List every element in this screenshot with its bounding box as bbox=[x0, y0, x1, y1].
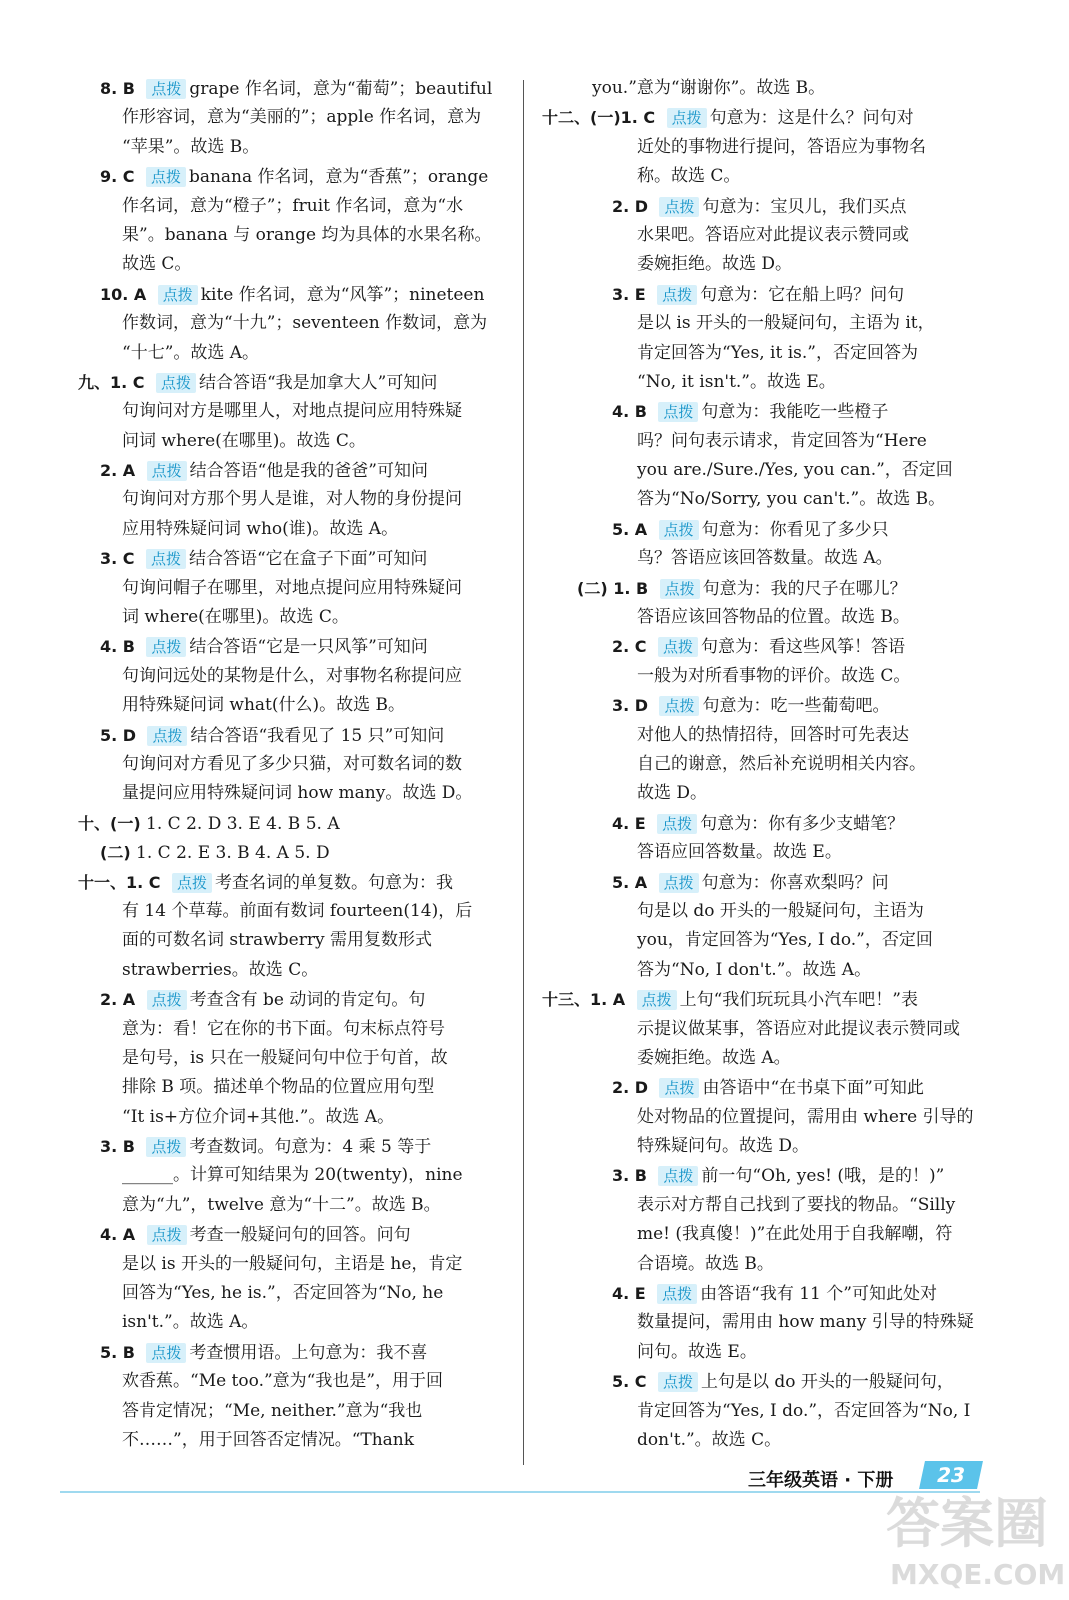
text-line bbox=[542, 544, 987, 573]
hint-tag: 点拨 bbox=[659, 1078, 699, 1098]
text-line bbox=[542, 368, 987, 397]
line-text: 有 14 个草莓。前面有数词 fourteen(14)，后 bbox=[122, 900, 473, 921]
text-line bbox=[542, 74, 987, 103]
line-text: 句询问对方是哪里人，对地点提问应用特殊疑 bbox=[122, 401, 462, 422]
item-number: (二) bbox=[100, 843, 131, 863]
text-line bbox=[542, 1191, 987, 1220]
text-line bbox=[78, 339, 508, 368]
text-line bbox=[542, 427, 987, 456]
line-text: you，肯定回答为“Yes, I do.”，否定回 bbox=[637, 930, 933, 951]
text-line bbox=[542, 162, 987, 191]
line-text: 特殊疑问句。故选 D。 bbox=[637, 1136, 810, 1157]
text-line bbox=[542, 221, 987, 250]
line-text: “It is+方位介词+其他.”。故选 A。 bbox=[122, 1106, 395, 1127]
text-line bbox=[78, 1073, 508, 1102]
text-line bbox=[542, 1161, 987, 1190]
item-number: 3. B bbox=[100, 1137, 135, 1157]
line-text: “苹果”。故选 B。 bbox=[122, 136, 260, 157]
line-text: 结合答语“我是加拿大人”可知问 bbox=[198, 372, 438, 393]
line-text: 一般为对所看事物的评价。故选 C。 bbox=[637, 665, 911, 686]
item-number: 3. D bbox=[612, 696, 649, 716]
hint-tag: 点拨 bbox=[660, 579, 700, 599]
text-line bbox=[542, 926, 987, 955]
hint-tag: 点拨 bbox=[667, 108, 707, 128]
text-line bbox=[542, 574, 987, 603]
line-text: 欢香蕉。“Me too.”意为“我也是”，用于回 bbox=[122, 1371, 444, 1392]
text-line bbox=[542, 250, 987, 279]
line-text: kite 作名词，意为“风筝”；nineteen bbox=[200, 284, 485, 305]
line-text: 委婉拒绝。故选 D。 bbox=[637, 254, 793, 275]
text-line bbox=[542, 1132, 987, 1161]
line-text: 故选 D。 bbox=[637, 783, 708, 804]
text-line bbox=[542, 1338, 987, 1367]
text-line bbox=[78, 868, 508, 897]
text-line bbox=[78, 691, 508, 720]
hint-tag: 点拨 bbox=[657, 285, 697, 305]
text-line bbox=[542, 779, 987, 808]
item-number: 4. B bbox=[100, 637, 135, 657]
text-line bbox=[542, 280, 987, 309]
line-text: 1. C 2. D 3. E 4. B 5. A bbox=[146, 813, 340, 834]
item-number: 10. A bbox=[100, 284, 147, 304]
right-column bbox=[542, 74, 987, 1455]
text-line bbox=[542, 397, 987, 426]
item-number: 十一、1. C bbox=[78, 872, 161, 892]
item-number: 九、1. C bbox=[78, 372, 145, 392]
line-text: 由答语“我有 11 个”可知此处对 bbox=[700, 1284, 937, 1305]
text-line bbox=[542, 192, 987, 221]
line-text: 水果吧。答语应对此提议表示赞同或 bbox=[637, 224, 909, 245]
item-number: 5. C bbox=[612, 1372, 647, 1392]
line-text: 答为“No, I don't.”。故选 A。 bbox=[637, 959, 872, 980]
line-text: 上句“我们玩玩具小汽车吧！”表 bbox=[679, 990, 918, 1011]
text-line bbox=[78, 1308, 508, 1337]
line-text: 考查惯用语。上句意为：我不喜 bbox=[189, 1342, 428, 1363]
text-line bbox=[78, 1397, 508, 1426]
item-number: 5. D bbox=[100, 725, 137, 745]
line-text: 称。故选 C。 bbox=[637, 166, 741, 187]
text-line bbox=[542, 339, 987, 368]
line-text: 结合答语“我看见了 15 只”可知问 bbox=[190, 725, 445, 746]
line-text: 答为“No/Sorry, you can't.”。故选 B。 bbox=[637, 489, 946, 510]
hint-tag: 点拨 bbox=[658, 1166, 698, 1186]
text-line bbox=[542, 103, 987, 132]
line-text: 用特殊疑问词 what(什么)。故选 B。 bbox=[122, 695, 406, 716]
text-line bbox=[78, 250, 508, 279]
line-text: 句意为：看这些风筝！答语 bbox=[700, 637, 905, 658]
item-number: 8. B bbox=[100, 79, 135, 98]
line-text: 近处的事物进行提问，答语应为事物名 bbox=[637, 136, 926, 157]
hint-tag: 点拨 bbox=[657, 1284, 697, 1304]
item-number: 十二、(一)1. C bbox=[542, 108, 656, 128]
item-number: 4. E bbox=[612, 1284, 646, 1304]
line-text: 自己的谢意，然后补充说明相关内容。 bbox=[637, 753, 926, 774]
text-line bbox=[542, 515, 987, 544]
item-number: (二) 1. B bbox=[577, 578, 649, 598]
hint-tag: 点拨 bbox=[658, 402, 698, 422]
text-line bbox=[78, 956, 508, 985]
item-number: 4. E bbox=[612, 813, 646, 833]
line-text: 答肯定情况；“Me, neither.”意为“我也 bbox=[122, 1400, 423, 1421]
line-text: 应用特殊疑问词 who(谁)。故选 A。 bbox=[122, 518, 399, 539]
line-text: 考查数词。句意为：4 乘 5 等于 bbox=[189, 1137, 432, 1158]
line-text: 作名词，意为“橙子”；fruit 作名词，意为“水 bbox=[122, 195, 464, 216]
hint-tag: 点拨 bbox=[146, 549, 186, 569]
watermark-text-en: MXQE.COM bbox=[890, 1558, 1066, 1591]
line-text: strawberries。故选 C。 bbox=[122, 959, 319, 980]
text-line bbox=[542, 721, 987, 750]
text-line bbox=[78, 1191, 508, 1220]
line-text: 结合答语“它在盒子下面”可知问 bbox=[188, 549, 428, 570]
text-line bbox=[78, 221, 508, 250]
item-number: 4. A bbox=[100, 1225, 136, 1245]
line-text: 句询问帽子在哪里，对地点提问应用特殊疑问 bbox=[122, 577, 462, 598]
text-line bbox=[542, 1397, 987, 1426]
item-number: 3. B bbox=[612, 1166, 647, 1186]
text-line bbox=[542, 309, 987, 338]
line-text: 问句。故选 E。 bbox=[637, 1341, 757, 1362]
line-text: 上句是以 do 开头的一般疑问句， bbox=[700, 1372, 954, 1393]
text-line bbox=[78, 838, 508, 867]
line-text: 数量提问，需用由 how many 引导的特殊疑 bbox=[637, 1312, 974, 1333]
line-text: 句意为：你有多少支蜡笔？ bbox=[700, 813, 905, 834]
line-text: 考查含有 be 动词的肯定句。句 bbox=[189, 990, 426, 1011]
hint-tag: 点拨 bbox=[657, 814, 697, 834]
item-number: 十三、1. A bbox=[542, 990, 626, 1010]
line-text: 由答语中“在书桌下面”可知此 bbox=[702, 1078, 924, 1099]
text-line bbox=[78, 74, 508, 103]
item-number: 十、(一) bbox=[78, 813, 141, 833]
text-line bbox=[542, 956, 987, 985]
text-line bbox=[78, 1132, 508, 1161]
hint-tag: 点拨 bbox=[147, 1225, 187, 1245]
text-line bbox=[78, 1426, 508, 1455]
text-line bbox=[78, 750, 508, 779]
text-line bbox=[542, 485, 987, 514]
line-text: 答语应该回答物品的位置。故选 B。 bbox=[637, 607, 910, 628]
text-line bbox=[78, 515, 508, 544]
hint-tag: 点拨 bbox=[147, 461, 187, 481]
text-line bbox=[78, 485, 508, 514]
line-text: 考查名词的单复数。句意为：我 bbox=[214, 872, 453, 893]
watermark-text-cn: 答案圈 bbox=[886, 1492, 1048, 1555]
text-line bbox=[542, 838, 987, 867]
text-line bbox=[78, 721, 508, 750]
text-line bbox=[542, 1279, 987, 1308]
line-text: banana 作名词，意为“香蕉”；orange bbox=[188, 167, 489, 188]
text-line bbox=[78, 1367, 508, 1396]
line-text: 意为“九”，twelve 意为“十二”。故选 B。 bbox=[122, 1194, 441, 1215]
item-number: 5. B bbox=[100, 1342, 135, 1362]
text-line bbox=[78, 309, 508, 338]
line-text: 1. C 2. E 3. B 4. A 5. D bbox=[136, 843, 330, 864]
text-line bbox=[542, 1367, 987, 1396]
text-line bbox=[78, 985, 508, 1014]
line-text: 委婉拒绝。故选 A。 bbox=[637, 1047, 791, 1068]
text-line bbox=[78, 1103, 508, 1132]
text-line bbox=[78, 456, 508, 485]
line-text: 句意为：你喜欢梨吗？问 bbox=[701, 872, 889, 893]
text-line bbox=[78, 632, 508, 661]
hint-tag: 点拨 bbox=[146, 637, 186, 657]
text-line bbox=[78, 1015, 508, 1044]
line-text: 示提议做某事，答语应对此提议表示赞同或 bbox=[637, 1018, 960, 1039]
line-text: 量提问应用特殊疑问词 how many。故选 D。 bbox=[122, 783, 473, 804]
text-line bbox=[542, 868, 987, 897]
text-line bbox=[542, 985, 987, 1014]
line-text: 句询问对方那个男人是谁，对人物的身份提问 bbox=[122, 489, 462, 510]
text-line bbox=[78, 427, 508, 456]
line-text: 句是以 do 开头的一般疑问句，主语为 bbox=[637, 900, 924, 921]
line-text: 鸟？答语应该回答数量。故选 A。 bbox=[637, 548, 893, 569]
line-text: 表示对方帮自己找到了要找的物品。“Silly bbox=[637, 1194, 956, 1215]
line-text: 问词 where(在哪里)。故选 C。 bbox=[122, 430, 366, 451]
hint-tag: 点拨 bbox=[158, 285, 198, 305]
watermark-logo bbox=[878, 1480, 1068, 1595]
text-line bbox=[542, 1426, 987, 1455]
text-line bbox=[78, 397, 508, 426]
hint-tag: 点拨 bbox=[147, 990, 187, 1010]
line-text: 答语应回答数量。故选 E。 bbox=[637, 842, 842, 863]
item-number: 5. A bbox=[612, 519, 648, 539]
item-number: 2. A bbox=[100, 461, 136, 481]
line-text: 故选 C。 bbox=[122, 254, 192, 275]
line-text: 对他人的热情招待，回答时可先表达 bbox=[637, 724, 909, 745]
text-line bbox=[78, 103, 508, 132]
line-text: 肯定回答为“Yes, it is.”，否定回答为 bbox=[637, 342, 918, 363]
line-text: 面的可数名词 strawberry 需用复数形式 bbox=[122, 930, 432, 951]
line-text: 作形容词，意为“美丽的”；apple 作名词，意为 bbox=[122, 107, 482, 128]
line-text: 考查一般疑问句的回答。问句 bbox=[189, 1225, 411, 1246]
item-number: 4. B bbox=[612, 402, 647, 422]
item-number: 3. E bbox=[612, 284, 646, 304]
line-text: 句意为：我能吃一些橙子 bbox=[701, 402, 889, 423]
line-text: 作数词，意为“十九”；seventeen 作数词，意为 bbox=[122, 313, 488, 334]
item-number: 2. A bbox=[100, 990, 136, 1010]
hint-tag: 点拨 bbox=[637, 990, 677, 1010]
line-text: 句意为：这是什么？问句对 bbox=[709, 108, 914, 129]
item-number: 9. C bbox=[100, 167, 135, 187]
page-number: 23 bbox=[919, 1461, 983, 1489]
line-text: 句意为：你看见了多少只 bbox=[701, 519, 889, 540]
text-line bbox=[542, 603, 987, 632]
line-text: 肯定回答为“Yes, I do.”，否定回答为“No, I bbox=[637, 1400, 971, 1421]
text-line bbox=[542, 750, 987, 779]
line-text: 不……”，用于回答否定情况。“Thank bbox=[122, 1429, 415, 1450]
text-line bbox=[78, 809, 508, 838]
line-text: 句意为：我的尺子在哪儿？ bbox=[702, 578, 907, 599]
line-text: 词 where(在哪里)。故选 C。 bbox=[122, 607, 349, 628]
text-line bbox=[542, 1044, 987, 1073]
line-text: “No, it isn't.”。故选 E。 bbox=[637, 371, 836, 392]
text-line bbox=[78, 1250, 508, 1279]
hint-tag: 点拨 bbox=[156, 373, 196, 393]
text-line bbox=[78, 574, 508, 603]
line-text: 前一句“Oh, yes! (哦，是的！)” bbox=[701, 1166, 945, 1187]
hint-tag: 点拨 bbox=[172, 873, 212, 893]
line-text: grape 作名词，意为“葡萄”；beautiful bbox=[189, 79, 493, 99]
text-line bbox=[542, 809, 987, 838]
text-line bbox=[78, 280, 508, 309]
line-text: 句询问远处的某物是什么，对事物名称提问应 bbox=[122, 665, 462, 686]
hint-tag: 点拨 bbox=[146, 79, 186, 99]
hint-tag: 点拨 bbox=[659, 197, 699, 217]
line-text: 合语境。故选 B。 bbox=[637, 1253, 774, 1274]
item-number: 2. D bbox=[612, 1078, 649, 1098]
hint-tag: 点拨 bbox=[147, 726, 187, 746]
line-text: 句询问对方看见了多少只猫，对可数名词的数 bbox=[122, 753, 462, 774]
text-line bbox=[78, 779, 508, 808]
text-line bbox=[542, 691, 987, 720]
line-text: 吗？问句表示请求，肯定回答为“Here bbox=[637, 430, 927, 451]
line-text: 是以 is 开头的一般疑问句，主语为 it， bbox=[637, 313, 935, 334]
item-number: 5. A bbox=[612, 872, 648, 892]
hint-tag: 点拨 bbox=[659, 873, 699, 893]
line-text: 意为：看！它在你的书下面。句末标点符号 bbox=[122, 1018, 445, 1039]
text-line bbox=[542, 1250, 987, 1279]
line-text: ______。计算可知结果为 20(twenty)，nine bbox=[122, 1165, 463, 1186]
line-text: 结合答语“它是一只风筝”可知问 bbox=[189, 637, 428, 658]
hint-tag: 点拨 bbox=[146, 167, 186, 187]
line-text: 果”。banana 与 orange 均为具体的水果名称。 bbox=[122, 224, 492, 245]
item-number: 2. D bbox=[612, 196, 649, 216]
text-line bbox=[542, 1073, 987, 1102]
line-text: 句意为：它在船上吗？问句 bbox=[700, 284, 905, 305]
left-column bbox=[78, 74, 508, 1455]
line-text: me! (我真傻！)”在此处用于自我解嘲，符 bbox=[637, 1224, 953, 1245]
text-line bbox=[542, 1015, 987, 1044]
text-line bbox=[78, 603, 508, 632]
text-line bbox=[542, 897, 987, 926]
line-text: 句意为：吃一些葡萄吧。 bbox=[702, 696, 890, 717]
text-line bbox=[78, 1279, 508, 1308]
line-text: you are./Sure./Yes, you can.”，否定回 bbox=[637, 460, 953, 481]
hint-tag: 点拨 bbox=[659, 696, 699, 716]
text-line bbox=[78, 1220, 508, 1249]
hint-tag: 点拨 bbox=[659, 520, 699, 540]
text-line bbox=[78, 1338, 508, 1367]
text-line bbox=[542, 133, 987, 162]
line-text: 是句号，is 只在一般疑问句中位于句首，故 bbox=[122, 1047, 448, 1068]
text-line bbox=[78, 662, 508, 691]
line-text: 结合答语“他是我的爸爸”可知问 bbox=[189, 461, 428, 482]
footer-title: 三年级英语 · 下册 bbox=[748, 1470, 894, 1491]
text-line bbox=[78, 926, 508, 955]
text-line bbox=[78, 133, 508, 162]
line-text: 句意为：宝贝儿，我们买点 bbox=[702, 196, 907, 217]
text-line bbox=[78, 1044, 508, 1073]
text-line bbox=[78, 368, 508, 397]
text-line bbox=[542, 1103, 987, 1132]
line-text: you.”意为“谢谢你”。故选 B。 bbox=[592, 78, 826, 98]
line-text: 排除 B 项。描述单个物品的位置应用句型 bbox=[122, 1077, 435, 1098]
item-number: 3. C bbox=[100, 549, 135, 569]
text-line bbox=[78, 192, 508, 221]
text-line bbox=[542, 456, 987, 485]
text-line bbox=[542, 1308, 987, 1337]
text-line bbox=[542, 1220, 987, 1249]
column-divider bbox=[523, 80, 524, 1465]
text-line bbox=[78, 897, 508, 926]
footer-rule bbox=[60, 1491, 980, 1493]
line-text: 处对物品的位置提问，需用由 where 引导的 bbox=[637, 1106, 974, 1127]
text-line bbox=[78, 544, 508, 573]
hint-tag: 点拨 bbox=[146, 1343, 186, 1363]
line-text: isn't.”。故选 A。 bbox=[122, 1312, 259, 1333]
text-line bbox=[542, 632, 987, 661]
text-line bbox=[78, 1161, 508, 1190]
text-line bbox=[542, 662, 987, 691]
item-number: 2. C bbox=[612, 637, 647, 657]
hint-tag: 点拨 bbox=[146, 1137, 186, 1157]
line-text: don't.”。故选 C。 bbox=[637, 1429, 782, 1450]
hint-tag: 点拨 bbox=[658, 1372, 698, 1392]
text-line bbox=[78, 162, 508, 191]
line-text: 是以 is 开头的一般疑问句，主语是 he，肯定 bbox=[122, 1253, 463, 1274]
hint-tag: 点拨 bbox=[658, 637, 698, 657]
line-text: “十七”。故选 A。 bbox=[122, 342, 260, 363]
line-text: 回答为“Yes, he is.”，否定回答为“No, he bbox=[122, 1283, 444, 1304]
